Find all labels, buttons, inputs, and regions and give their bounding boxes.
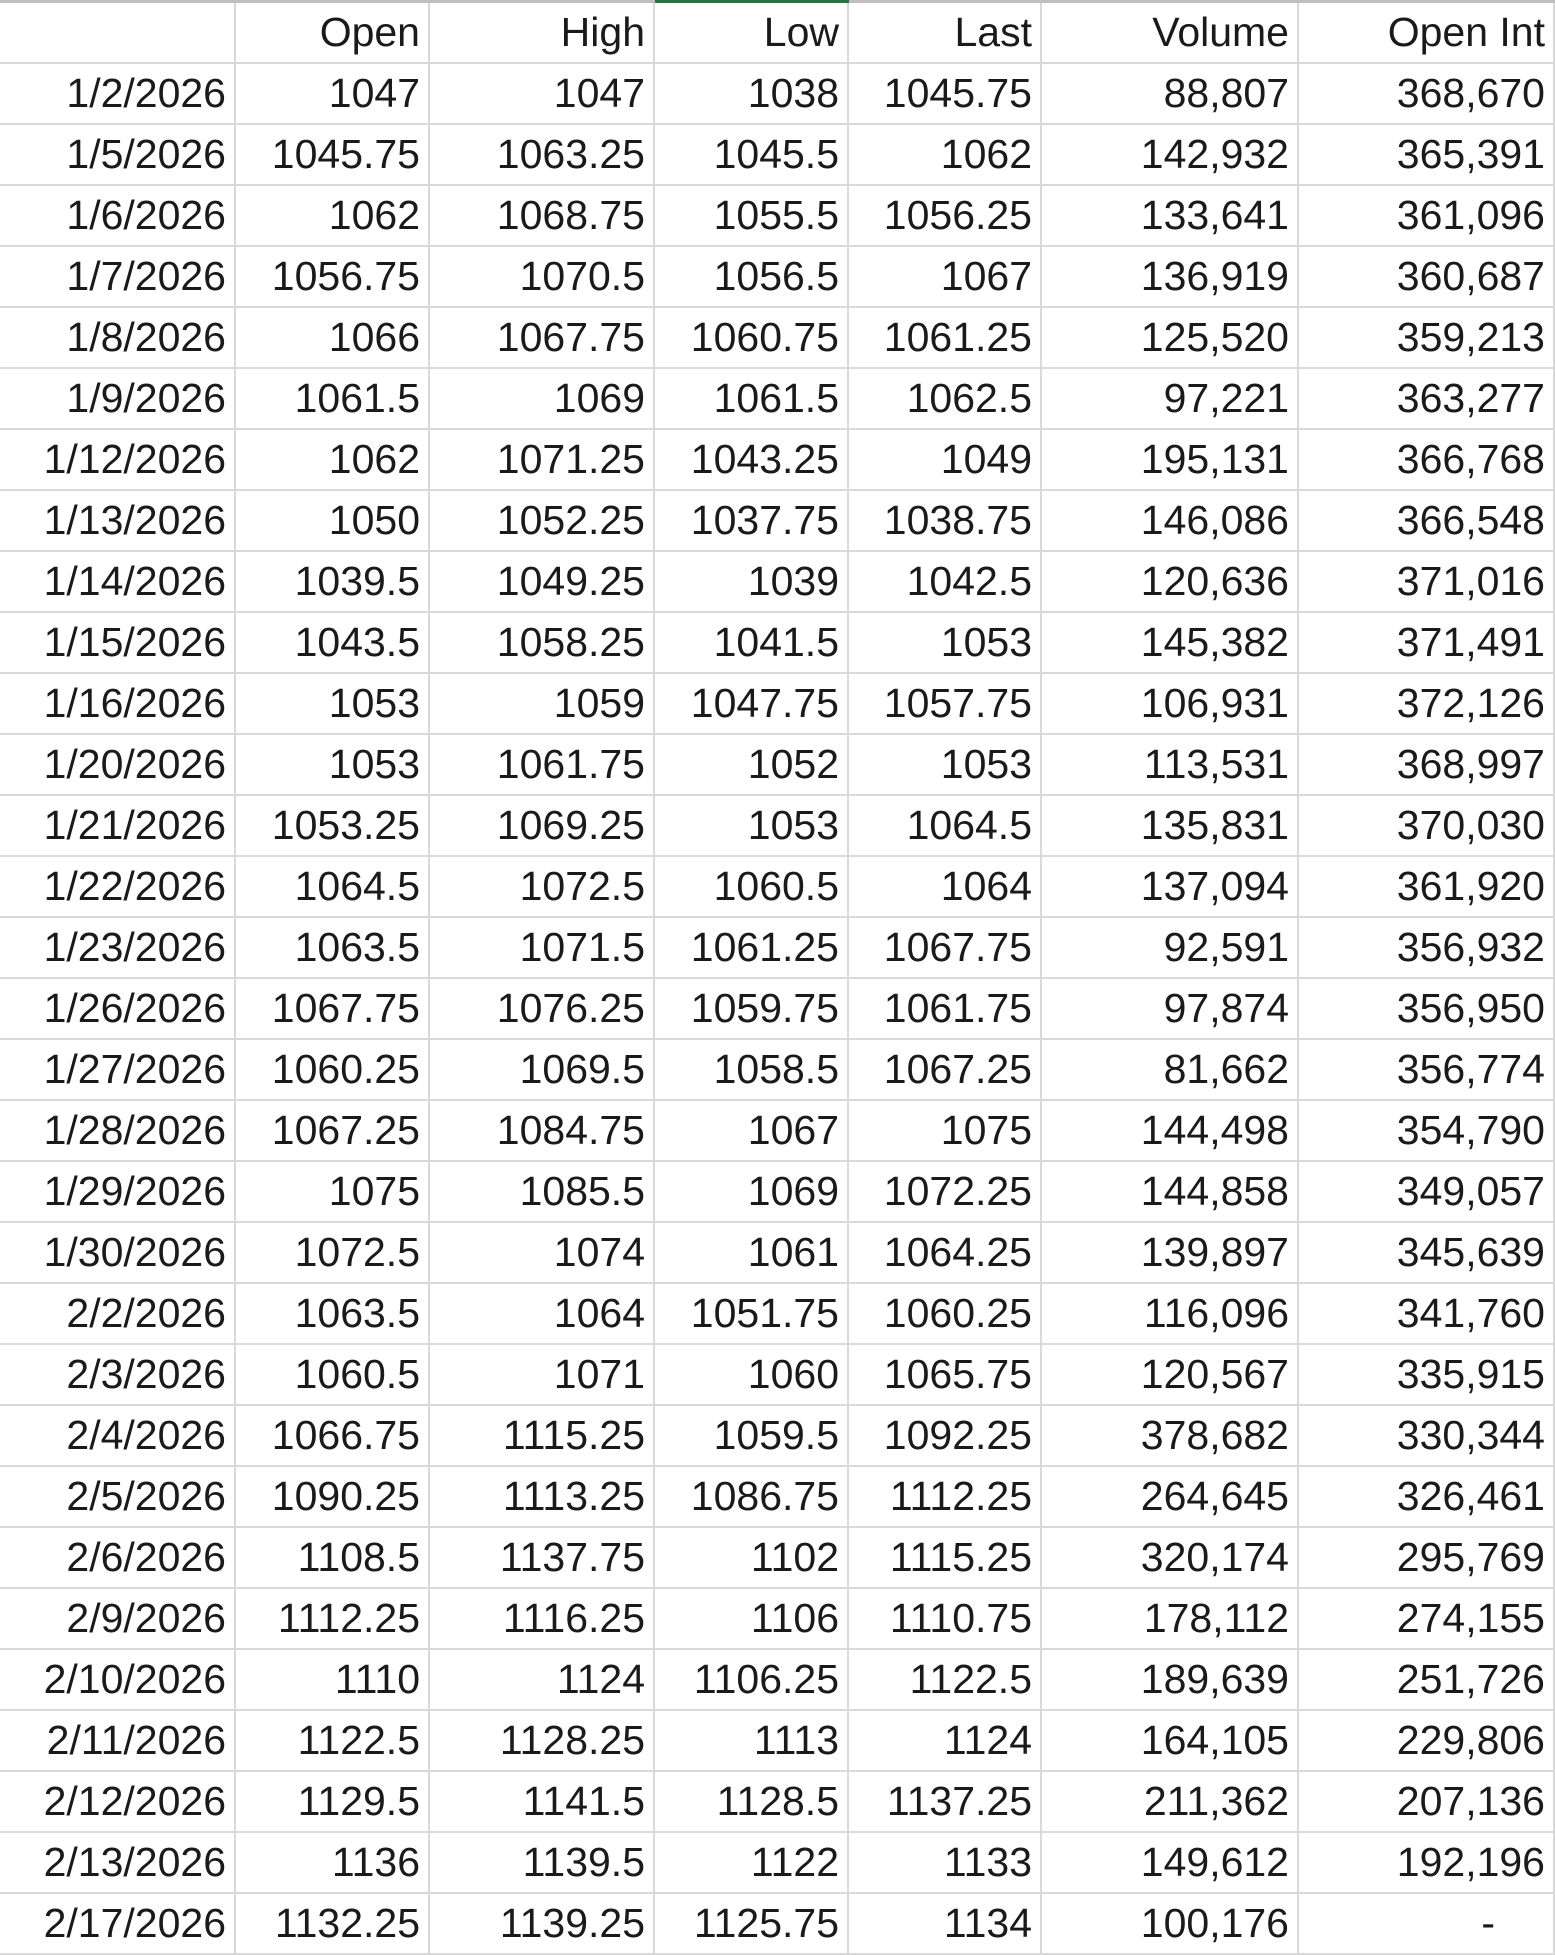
cell-open[interactable]: 1050 [235,490,429,551]
cell-open-int[interactable]: 371,016 [1298,551,1554,612]
cell-open[interactable]: 1053 [235,734,429,795]
table-row [0,490,1554,551]
cell-high[interactable]: 1072.5 [429,856,654,917]
cell-low[interactable]: 1106 [654,1588,848,1649]
cell-last[interactable]: 1067 [848,246,1041,307]
cell-volume[interactable]: 195,131 [1041,429,1298,490]
cell-last[interactable]: 1064.25 [848,1222,1041,1283]
cell-open-int[interactable]: 365,391 [1298,124,1554,185]
cell-last[interactable]: 1053 [848,734,1041,795]
cell-date[interactable]: 1/22/2026 [0,856,235,917]
cell-open-int[interactable]: 370,030 [1298,795,1554,856]
cell-open[interactable]: 1060.25 [235,1039,429,1100]
cell-open-int[interactable]: 361,096 [1298,185,1554,246]
table-row [0,1039,1554,1100]
cell-volume[interactable]: 142,932 [1041,124,1298,185]
table-row [0,673,1554,734]
cell-open[interactable]: 1060.5 [235,1344,429,1405]
cell-high[interactable]: 1113.25 [429,1466,654,1527]
cell-open-int[interactable]: 356,774 [1298,1039,1554,1100]
table-row [0,1100,1554,1161]
table-row [0,246,1554,307]
cell-volume[interactable]: 320,174 [1041,1527,1298,1588]
cell-open-int[interactable]: 345,639 [1298,1222,1554,1283]
cell-high[interactable]: 1067.75 [429,307,654,368]
cell-high[interactable]: 1084.75 [429,1100,654,1161]
cell-last[interactable]: 1137.25 [848,1771,1041,1832]
cell-date[interactable]: 1/29/2026 [0,1161,235,1222]
cell-high[interactable]: 1116.25 [429,1588,654,1649]
table-row [0,1649,1554,1710]
cell-volume[interactable]: 116,096 [1041,1283,1298,1344]
cell-volume[interactable]: 144,498 [1041,1100,1298,1161]
cell-high[interactable]: 1124 [429,1649,654,1710]
cell-volume[interactable]: 189,639 [1041,1649,1298,1710]
table-row [0,734,1554,795]
cell-volume[interactable]: 120,636 [1041,551,1298,612]
cell-open[interactable]: 1062 [235,429,429,490]
table-row [0,978,1554,1039]
cell-open-int[interactable]: 361,920 [1298,856,1554,917]
cell-high[interactable]: 1064 [429,1283,654,1344]
cell-volume[interactable]: 135,831 [1041,795,1298,856]
table-row [0,1161,1554,1222]
cell-low[interactable]: 1045.5 [654,124,848,185]
cell-date[interactable]: 1/26/2026 [0,978,235,1039]
table-row [0,1893,1554,1954]
cell-open[interactable]: 1132.25 [235,1893,429,1954]
table-row [0,368,1554,429]
cell-volume[interactable]: 120,567 [1041,1344,1298,1405]
cell-high[interactable]: 1115.25 [429,1405,654,1466]
cell-volume[interactable]: 145,382 [1041,612,1298,673]
table-row [0,429,1554,490]
cell-high[interactable]: 1137.75 [429,1527,654,1588]
table-row [0,124,1554,185]
cell-low[interactable]: 1122 [654,1832,848,1893]
cell-date[interactable]: 1/5/2026 [0,124,235,185]
cell-open-int[interactable]: 274,155 [1298,1588,1554,1649]
cell-open-int[interactable]: 229,806 [1298,1710,1554,1771]
cell-date[interactable]: 2/3/2026 [0,1344,235,1405]
cell-last[interactable]: 1072.25 [848,1161,1041,1222]
cell-high[interactable]: 1071.25 [429,429,654,490]
cell-high[interactable]: 1061.75 [429,734,654,795]
cell-open-int[interactable]: 326,461 [1298,1466,1554,1527]
cell-volume[interactable]: 97,221 [1041,368,1298,429]
cell-volume[interactable]: 88,807 [1041,63,1298,124]
cell-volume[interactable]: 378,682 [1041,1405,1298,1466]
cell-high[interactable]: 1063.25 [429,124,654,185]
cell-open[interactable]: 1075 [235,1161,429,1222]
cell-date[interactable]: 1/23/2026 [0,917,235,978]
cell-open[interactable]: 1063.5 [235,917,429,978]
cell-volume[interactable]: 264,645 [1041,1466,1298,1527]
cell-high[interactable]: 1069.25 [429,795,654,856]
cell-low[interactable]: 1113 [654,1710,848,1771]
cell-open[interactable]: 1047 [235,63,429,124]
cell-last[interactable]: 1115.25 [848,1527,1041,1588]
cell-volume[interactable]: 164,105 [1041,1710,1298,1771]
cell-high[interactable]: 1074 [429,1222,654,1283]
header-cell-blank[interactable] [0,2,235,64]
table-row [0,856,1554,917]
table-row [0,1283,1554,1344]
cell-open-int[interactable]: - [1298,1893,1554,1954]
cell-open[interactable]: 1061.5 [235,368,429,429]
table-row [0,1710,1554,1771]
cell-open-int[interactable]: 330,344 [1298,1405,1554,1466]
table-row [0,795,1554,856]
cell-last[interactable]: 1053 [848,612,1041,673]
cell-open-int[interactable]: 251,726 [1298,1649,1554,1710]
cell-date[interactable]: 2/11/2026 [0,1710,235,1771]
cell-low[interactable]: 1058.5 [654,1039,848,1100]
cell-open[interactable]: 1067.75 [235,978,429,1039]
cell-last[interactable]: 1060.25 [848,1283,1041,1344]
cell-volume[interactable]: 106,931 [1041,673,1298,734]
cell-date[interactable]: 2/4/2026 [0,1405,235,1466]
cell-low[interactable]: 1060 [654,1344,848,1405]
cell-volume[interactable]: 133,641 [1041,185,1298,246]
cell-date[interactable]: 1/30/2026 [0,1222,235,1283]
cell-last[interactable]: 1067.75 [848,917,1041,978]
cell-last[interactable]: 1134 [848,1893,1041,1954]
cell-last[interactable]: 1062 [848,124,1041,185]
cell-last[interactable]: 1092.25 [848,1405,1041,1466]
cell-last[interactable]: 1049 [848,429,1041,490]
table-row [0,1344,1554,1405]
cell-open[interactable]: 1136 [235,1832,429,1893]
cell-volume[interactable]: 139,897 [1041,1222,1298,1283]
cell-volume[interactable]: 125,520 [1041,307,1298,368]
header-cell-volume[interactable]: Volume [1041,2,1298,64]
cell-open-int[interactable]: 359,213 [1298,307,1554,368]
header-cell-open-int[interactable]: Open Int [1298,2,1554,64]
cell-volume[interactable]: 137,094 [1041,856,1298,917]
table-row [0,185,1554,246]
header-cell-open[interactable]: Open [235,2,429,64]
table-row [0,612,1554,673]
cell-open-int[interactable]: 372,126 [1298,673,1554,734]
cell-date[interactable]: 1/2/2026 [0,63,235,124]
cell-volume[interactable]: 146,086 [1041,490,1298,551]
header-cell-high[interactable]: High [429,2,654,64]
cell-open[interactable]: 1039.5 [235,551,429,612]
cell-open-int[interactable]: 341,760 [1298,1283,1554,1344]
cell-date[interactable]: 1/16/2026 [0,673,235,734]
cell-high[interactable]: 1059 [429,673,654,734]
cell-open-int[interactable]: 335,915 [1298,1344,1554,1405]
cell-open[interactable]: 1072.5 [235,1222,429,1283]
cell-open-int[interactable]: 356,932 [1298,917,1554,978]
table-row [0,1222,1554,1283]
cell-low[interactable]: 1051.75 [654,1283,848,1344]
cell-low[interactable]: 1053 [654,795,848,856]
cell-open-int[interactable]: 371,491 [1298,612,1554,673]
header-row [0,2,1554,64]
cell-last[interactable]: 1064.5 [848,795,1041,856]
cell-date[interactable]: 2/12/2026 [0,1771,235,1832]
cell-open[interactable]: 1064.5 [235,856,429,917]
cell-high[interactable]: 1139.25 [429,1893,654,1954]
header-cell-last[interactable]: Last [848,2,1041,64]
cell-high[interactable]: 1071 [429,1344,654,1405]
cell-low[interactable]: 1039 [654,551,848,612]
cell-low[interactable]: 1056.5 [654,246,848,307]
cell-high[interactable]: 1069.5 [429,1039,654,1100]
cell-date[interactable]: 1/14/2026 [0,551,235,612]
cell-low[interactable]: 1128.5 [654,1771,848,1832]
cell-open[interactable]: 1053.25 [235,795,429,856]
cell-open-int[interactable]: 356,950 [1298,978,1554,1039]
cell-open[interactable]: 1067.25 [235,1100,429,1161]
cell-open-int[interactable]: 207,136 [1298,1771,1554,1832]
cell-low[interactable]: 1060.75 [654,307,848,368]
cell-open[interactable]: 1112.25 [235,1588,429,1649]
cell-open[interactable]: 1066 [235,307,429,368]
cell-last[interactable]: 1133 [848,1832,1041,1893]
cell-last[interactable]: 1075 [848,1100,1041,1161]
cell-high[interactable]: 1085.5 [429,1161,654,1222]
cell-date[interactable]: 1/20/2026 [0,734,235,795]
cell-date[interactable]: 1/8/2026 [0,307,235,368]
cell-low[interactable]: 1052 [654,734,848,795]
cell-last[interactable]: 1062.5 [848,368,1041,429]
cell-low[interactable]: 1055.5 [654,185,848,246]
cell-open-int[interactable]: 366,768 [1298,429,1554,490]
cell-date[interactable]: 2/9/2026 [0,1588,235,1649]
cell-open-int[interactable]: 368,997 [1298,734,1554,795]
cell-open-int[interactable]: 368,670 [1298,63,1554,124]
cell-high[interactable]: 1141.5 [429,1771,654,1832]
cell-low[interactable]: 1059.75 [654,978,848,1039]
cell-high[interactable]: 1069 [429,368,654,429]
cell-volume[interactable]: 92,591 [1041,917,1298,978]
cell-low[interactable]: 1059.5 [654,1405,848,1466]
cell-open[interactable]: 1108.5 [235,1527,429,1588]
table-row [0,917,1554,978]
cell-low[interactable]: 1125.75 [654,1893,848,1954]
table-row [0,1832,1554,1893]
cell-volume[interactable]: 113,531 [1041,734,1298,795]
cell-last[interactable]: 1056.25 [848,185,1041,246]
cell-open[interactable]: 1043.5 [235,612,429,673]
header-cell-low[interactable]: Low [654,2,848,64]
cell-volume[interactable]: 136,919 [1041,246,1298,307]
cell-open[interactable]: 1090.25 [235,1466,429,1527]
cell-open-int[interactable]: 349,057 [1298,1161,1554,1222]
cell-volume[interactable]: 144,858 [1041,1161,1298,1222]
cell-date[interactable]: 1/15/2026 [0,612,235,673]
cell-open[interactable]: 1053 [235,673,429,734]
cell-date[interactable]: 2/5/2026 [0,1466,235,1527]
cell-low[interactable]: 1086.75 [654,1466,848,1527]
cell-open[interactable]: 1122.5 [235,1710,429,1771]
table-row [0,1588,1554,1649]
cell-last[interactable]: 1042.5 [848,551,1041,612]
cell-low[interactable]: 1041.5 [654,612,848,673]
cell-open[interactable]: 1063.5 [235,1283,429,1344]
table-row [0,1527,1554,1588]
cell-open[interactable]: 1129.5 [235,1771,429,1832]
cell-date[interactable]: 1/27/2026 [0,1039,235,1100]
cell-high[interactable]: 1068.75 [429,185,654,246]
cell-low[interactable]: 1102 [654,1527,848,1588]
cell-last[interactable]: 1065.75 [848,1344,1041,1405]
cell-open-int[interactable]: 366,548 [1298,490,1554,551]
cell-low[interactable]: 1061 [654,1222,848,1283]
cell-high[interactable]: 1071.5 [429,917,654,978]
cell-high[interactable]: 1052.25 [429,490,654,551]
cell-date[interactable]: 1/13/2026 [0,490,235,551]
table-row [0,1771,1554,1832]
table-row [0,307,1554,368]
cell-date[interactable]: 1/6/2026 [0,185,235,246]
cell-low[interactable]: 1037.75 [654,490,848,551]
cell-low[interactable]: 1060.5 [654,856,848,917]
cell-low[interactable]: 1047.75 [654,673,848,734]
cell-date[interactable]: 1/21/2026 [0,795,235,856]
cell-low[interactable]: 1043.25 [654,429,848,490]
cell-high[interactable]: 1128.25 [429,1710,654,1771]
cell-low[interactable]: 1061.25 [654,917,848,978]
cell-date[interactable]: 1/7/2026 [0,246,235,307]
cell-date[interactable]: 2/13/2026 [0,1832,235,1893]
cell-last[interactable]: 1112.25 [848,1466,1041,1527]
table-row [0,63,1554,124]
cell-open[interactable]: 1066.75 [235,1405,429,1466]
cell-date[interactable]: 1/12/2026 [0,429,235,490]
cell-open-int[interactable]: 354,790 [1298,1100,1554,1161]
cell-open-int[interactable]: 360,687 [1298,246,1554,307]
cell-last[interactable]: 1045.75 [848,63,1041,124]
cell-low[interactable]: 1067 [654,1100,848,1161]
cell-last[interactable]: 1064 [848,856,1041,917]
cell-open-int[interactable]: 192,196 [1298,1832,1554,1893]
cell-high[interactable]: 1070.5 [429,246,654,307]
cell-last[interactable]: 1061.75 [848,978,1041,1039]
cell-high[interactable]: 1049.25 [429,551,654,612]
cell-high[interactable]: 1047 [429,63,654,124]
cell-last[interactable]: 1067.25 [848,1039,1041,1100]
cell-last[interactable]: 1110.75 [848,1588,1041,1649]
table-row [0,551,1554,612]
cell-low[interactable]: 1106.25 [654,1649,848,1710]
cell-volume[interactable]: 178,112 [1041,1588,1298,1649]
cell-open-int[interactable]: 363,277 [1298,368,1554,429]
table-row [0,1405,1554,1466]
cell-date[interactable]: 2/10/2026 [0,1649,235,1710]
cell-volume[interactable]: 149,612 [1041,1832,1298,1893]
cell-volume[interactable]: 100,176 [1041,1893,1298,1954]
cell-last[interactable]: 1122.5 [848,1649,1041,1710]
cell-date[interactable]: 1/9/2026 [0,368,235,429]
cell-date[interactable]: 2/2/2026 [0,1283,235,1344]
cell-date[interactable]: 2/17/2026 [0,1893,235,1954]
cell-open-int[interactable]: 295,769 [1298,1527,1554,1588]
cell-low[interactable]: 1038 [654,63,848,124]
cell-high[interactable]: 1058.25 [429,612,654,673]
cell-volume[interactable]: 81,662 [1041,1039,1298,1100]
cell-date[interactable]: 2/6/2026 [0,1527,235,1588]
cell-date[interactable]: 1/28/2026 [0,1100,235,1161]
cell-open[interactable]: 1110 [235,1649,429,1710]
cell-open[interactable]: 1045.75 [235,124,429,185]
cell-low[interactable]: 1061.5 [654,368,848,429]
cell-open[interactable]: 1062 [235,185,429,246]
table-row [0,1466,1554,1527]
cell-last[interactable]: 1061.25 [848,307,1041,368]
cell-volume[interactable]: 211,362 [1041,1771,1298,1832]
cell-high[interactable]: 1076.25 [429,978,654,1039]
cell-last[interactable]: 1038.75 [848,490,1041,551]
cell-volume[interactable]: 97,874 [1041,978,1298,1039]
cell-last[interactable]: 1124 [848,1710,1041,1771]
cell-low[interactable]: 1069 [654,1161,848,1222]
cell-high[interactable]: 1139.5 [429,1832,654,1893]
cell-last[interactable]: 1057.75 [848,673,1041,734]
cell-open[interactable]: 1056.75 [235,246,429,307]
